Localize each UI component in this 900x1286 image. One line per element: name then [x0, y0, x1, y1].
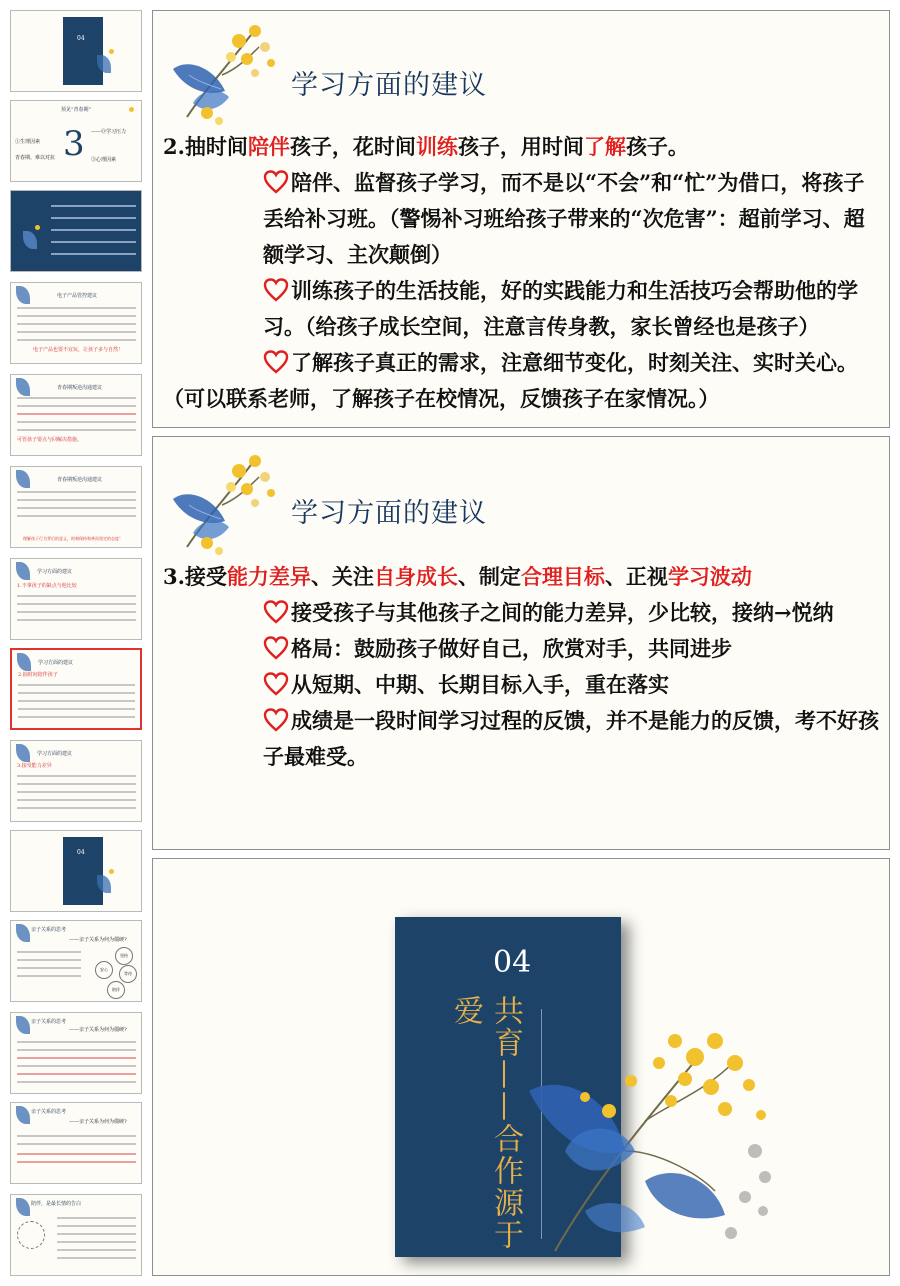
thumbnail-slide-11[interactable]: 亲子关系的思考 ——亲子关系为何为僵硬? 坚持 安心 等待 陪伴 — [10, 920, 142, 1002]
thumbnail-slide-9[interactable]: 学习方面的建议 3.接受能力差异 — [10, 740, 142, 822]
thumbnail-slide-1[interactable]: 04 — [10, 10, 142, 92]
heart-icon — [263, 600, 289, 624]
section-number: 04 — [493, 945, 532, 980]
slide-thumbnail-rail — [0, 0, 150, 1286]
flower-sprig-icon — [167, 447, 287, 557]
heart-icon — [263, 170, 289, 194]
paragraph-contact-teacher: （可以联系老师，了解孩子在校情况，反馈孩子在家情况。） — [163, 386, 720, 411]
slide-body — [163, 129, 883, 417]
thumbnail-slide-13[interactable]: 亲子关系的思考 ——亲子关系为何为僵硬? — [10, 1102, 142, 1184]
paragraph-goals: 从短期、中期、长期目标入手，重在落实 — [163, 667, 883, 703]
thumbnail-slide-8-active[interactable]: 学习方面的建议 2.抽时间陪伴孩子 — [10, 648, 142, 730]
slide-section-04[interactable] — [152, 858, 890, 1276]
slide-learning-advice-2[interactable] — [152, 10, 890, 428]
heading-point-3: 3.接受能力差异、关注自身成长、制定合理目标、正视学习波动 — [163, 564, 752, 589]
thumbnail-slide-5[interactable]: 青春期叛逆沟通建议 可管孩子要点与回解决措施。 — [10, 374, 142, 456]
paragraph-train: 训练孩子的生活技能，好的实践能力和生活技巧会帮助他的学习。（给孩子成长空间，注意言传身教，家长曾经也是孩子） — [263, 278, 858, 339]
paragraph-understand: 了解孩子真正的需求，注意细节变化，时刻关注、实时关心。 — [163, 345, 883, 381]
thumbnail-slide-14[interactable]: 陪伴，是最长情的告白 — [10, 1194, 142, 1276]
thumbnail-slide-2[interactable]: 预见“青春期” ①生理因素 ——⓪学习压力 ③心理因素 青春期、难以对抗 3 — [10, 100, 142, 182]
slide-learning-advice-3[interactable] — [152, 436, 890, 850]
flower-sprig-icon — [167, 17, 287, 127]
paragraph-accept-difference: 接受孩子与其他孩子之间的能力差异，少比较，接纳→悦纳 — [163, 595, 883, 631]
heading-point-2: 2.抽时间陪伴孩子，花时间训练孩子，用时间了解孩子。 — [163, 134, 689, 159]
thumbnail-slide-4[interactable]: 电子产品管控建议 电子产品也要不宜玩，让孩子多与自然！ — [10, 282, 142, 364]
thumbnail-slide-10[interactable]: 04 — [10, 830, 142, 912]
heart-icon — [263, 350, 289, 374]
thumbnail-slide-6[interactable]: 青春期叛逆沟通建议 理解孩子行为背后的意义，时刻保持和善而坚定的态度！ — [10, 466, 142, 548]
slide-title: 学习方面的建议 — [291, 70, 487, 101]
heart-icon — [263, 708, 289, 732]
flower-branch-icon — [525, 1001, 775, 1261]
thumbnail-slide-12[interactable]: 亲子关系的思考 ——亲子关系为何为僵硬? — [10, 1012, 142, 1094]
section-title: 共育——合作源于爱 — [448, 995, 523, 1251]
slide-body — [163, 559, 883, 775]
heart-icon — [263, 672, 289, 696]
paragraph-accompany: 陪伴、监督孩子学习，而不是以“不会”和“忙”为借口，将孩子丢给补习班。（警惕补习班给孩子带来的“次危害”：超前学习、超额学习、主次颠倒） — [263, 170, 865, 267]
thumbnail-slide-3[interactable] — [10, 190, 142, 272]
slide-title: 学习方面的建议 — [291, 498, 487, 529]
heart-icon — [263, 636, 289, 660]
thumbnail-slide-7[interactable]: 学习方面的建议 1.不拿孩子的缺点与他比较 — [10, 558, 142, 640]
paragraph-feedback: 成绩是一段时间学习过程的反馈，并不是能力的反馈，考不好孩子最难受。 — [263, 708, 879, 769]
heart-icon — [263, 278, 289, 302]
paragraph-vision: 格局：鼓励孩子做好自己，欣赏对手，共同进步 — [163, 631, 883, 667]
